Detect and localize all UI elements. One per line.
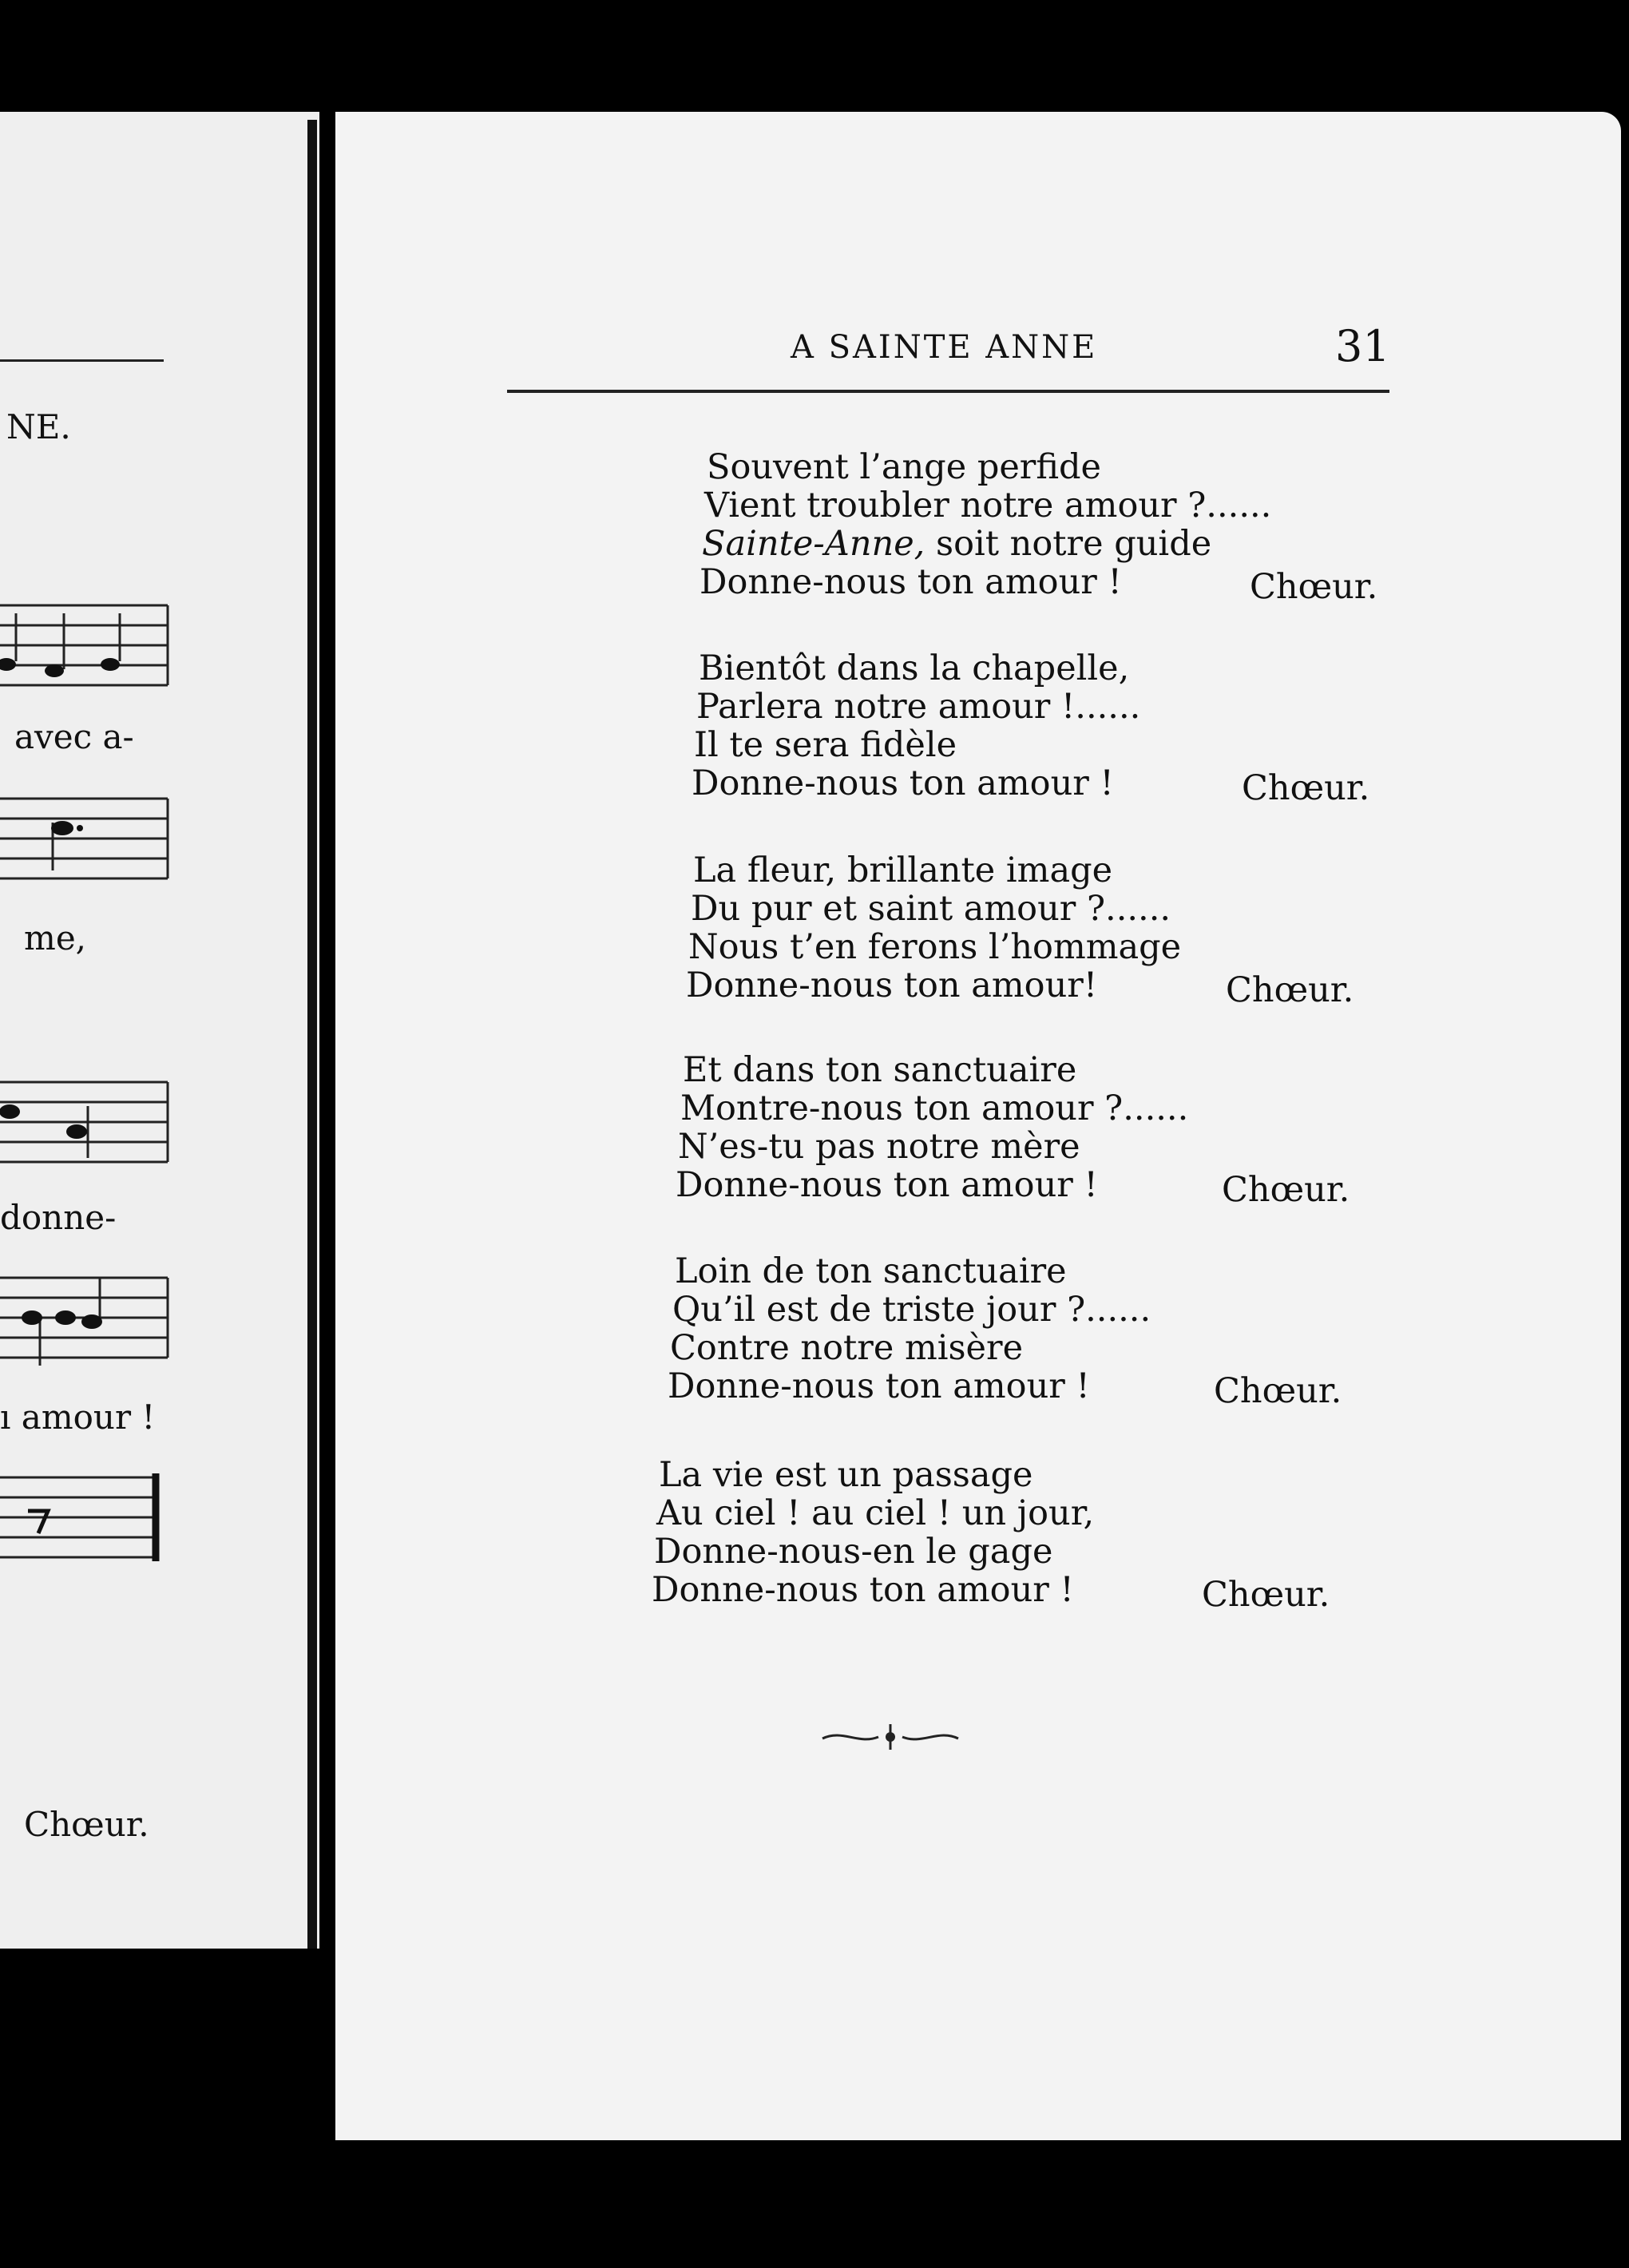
stanza-3-line-4: [686, 965, 1097, 1005]
line-text: Souvent l’ange perfide: [707, 447, 1101, 487]
running-head: A SAINTE ANNE: [791, 329, 1098, 366]
line-text: Nous t’en ferons l’hommage: [688, 927, 1182, 967]
music-staff-3: [0, 1074, 172, 1178]
stanza-6-line-2: [656, 1493, 1094, 1533]
stanza-5-line-2: [672, 1290, 1151, 1330]
line-text: Donne-nous ton amour !: [676, 1165, 1098, 1205]
line-text: Il te sera fidèle: [694, 725, 957, 765]
left-page: [0, 112, 319, 1949]
line-text: Donne-nous ton amour !: [700, 562, 1122, 602]
book-spine: [307, 120, 317, 1949]
music-staff-5: [0, 1469, 172, 1573]
line-text: Qu’il est de triste jour ?......: [672, 1290, 1151, 1330]
stanza-2-line-4: [692, 763, 1114, 803]
stanza-4-chorus: Chœur.: [1222, 1170, 1350, 1210]
line-text: Donne-nous-en le gage: [654, 1532, 1053, 1572]
music-staff-1: [0, 597, 172, 701]
stanza-3-line-2: [691, 889, 1171, 929]
stanza-1-line-2: [704, 486, 1271, 525]
line-text: N’es-tu pas notre mère: [678, 1127, 1080, 1167]
line-text: Donne-nous ton amour!: [686, 965, 1098, 1005]
stanza-6-chorus: Chœur.: [1202, 1575, 1330, 1615]
line-text: Donne-nous ton amour !: [692, 763, 1114, 803]
stanza-2-line-1: [699, 648, 1129, 688]
left-lyric-2: me,: [24, 918, 87, 958]
left-heading-fragment: NE.: [6, 407, 71, 446]
stanza-3-line-3: [688, 927, 1181, 967]
stanza-1-line-4: [700, 562, 1122, 602]
line-text: Donne-nous ton amour !: [652, 1570, 1074, 1610]
stanza-6-line-3: [654, 1532, 1052, 1572]
stanza-6-line-1: [659, 1455, 1032, 1495]
line-text: Bientôt dans la chapelle,: [699, 648, 1130, 688]
stanza-5-line-3: [670, 1328, 1023, 1368]
stanza-4-line-3: [678, 1127, 1080, 1167]
music-staff-2: [0, 791, 172, 894]
music-staff-4: [0, 1270, 172, 1374]
line-text: Sainte-Anne,: [702, 524, 925, 564]
left-lyric-1: avec a-: [14, 717, 134, 756]
page-number: 31: [1335, 321, 1390, 371]
stanza-4-line-1: [683, 1050, 1076, 1090]
line-text: La fleur, brillante image: [693, 850, 1113, 890]
left-lyric-4: ı amour !: [0, 1398, 156, 1437]
stanza-2-line-3: [694, 725, 957, 765]
line-text: Au ciel ! au ciel ! un jour,: [656, 1493, 1095, 1533]
line-text-continued: soit notre guide: [925, 524, 1212, 564]
line-text: Vient troubler notre amour ?......: [704, 486, 1272, 525]
stanza-6-line-4: [652, 1570, 1074, 1610]
stanza-3-chorus: Chœur.: [1226, 970, 1354, 1010]
line-text: Du pur et saint amour ?......: [691, 889, 1171, 929]
stanza-2-line-2: [696, 687, 1140, 727]
left-header-rule: [0, 359, 164, 362]
header-rule: [507, 390, 1389, 393]
line-text: Loin de ton sanctuaire: [675, 1251, 1067, 1291]
stanza-5-chorus: Chœur.: [1214, 1371, 1342, 1411]
closing-ornament-icon: [818, 1721, 962, 1753]
stanza-2-chorus: Chœur.: [1242, 768, 1370, 808]
line-text: Et dans ton sanctuaire: [683, 1050, 1077, 1090]
stanza-1-line-1: [707, 447, 1101, 487]
left-lyric-3: donne-: [0, 1198, 117, 1237]
stanza-3-line-1: [693, 850, 1112, 890]
line-text: Contre notre misère: [670, 1328, 1024, 1368]
line-text: Montre-nous ton amour ?......: [680, 1088, 1189, 1128]
stanza-4-line-2: [680, 1088, 1188, 1128]
line-text: Parlera notre amour !......: [696, 687, 1141, 727]
stanza-5-line-4: [668, 1366, 1090, 1406]
stanza-4-line-4: [676, 1165, 1098, 1205]
stanza-1-line-3: [702, 524, 1211, 564]
stanza-1-chorus: Chœur.: [1250, 567, 1378, 607]
left-chorus: Chœur.: [24, 1805, 149, 1844]
stanza-5-line-1: [675, 1251, 1067, 1291]
line-text: Donne-nous ton amour !: [668, 1366, 1090, 1406]
line-text: La vie est un passage: [659, 1455, 1033, 1495]
